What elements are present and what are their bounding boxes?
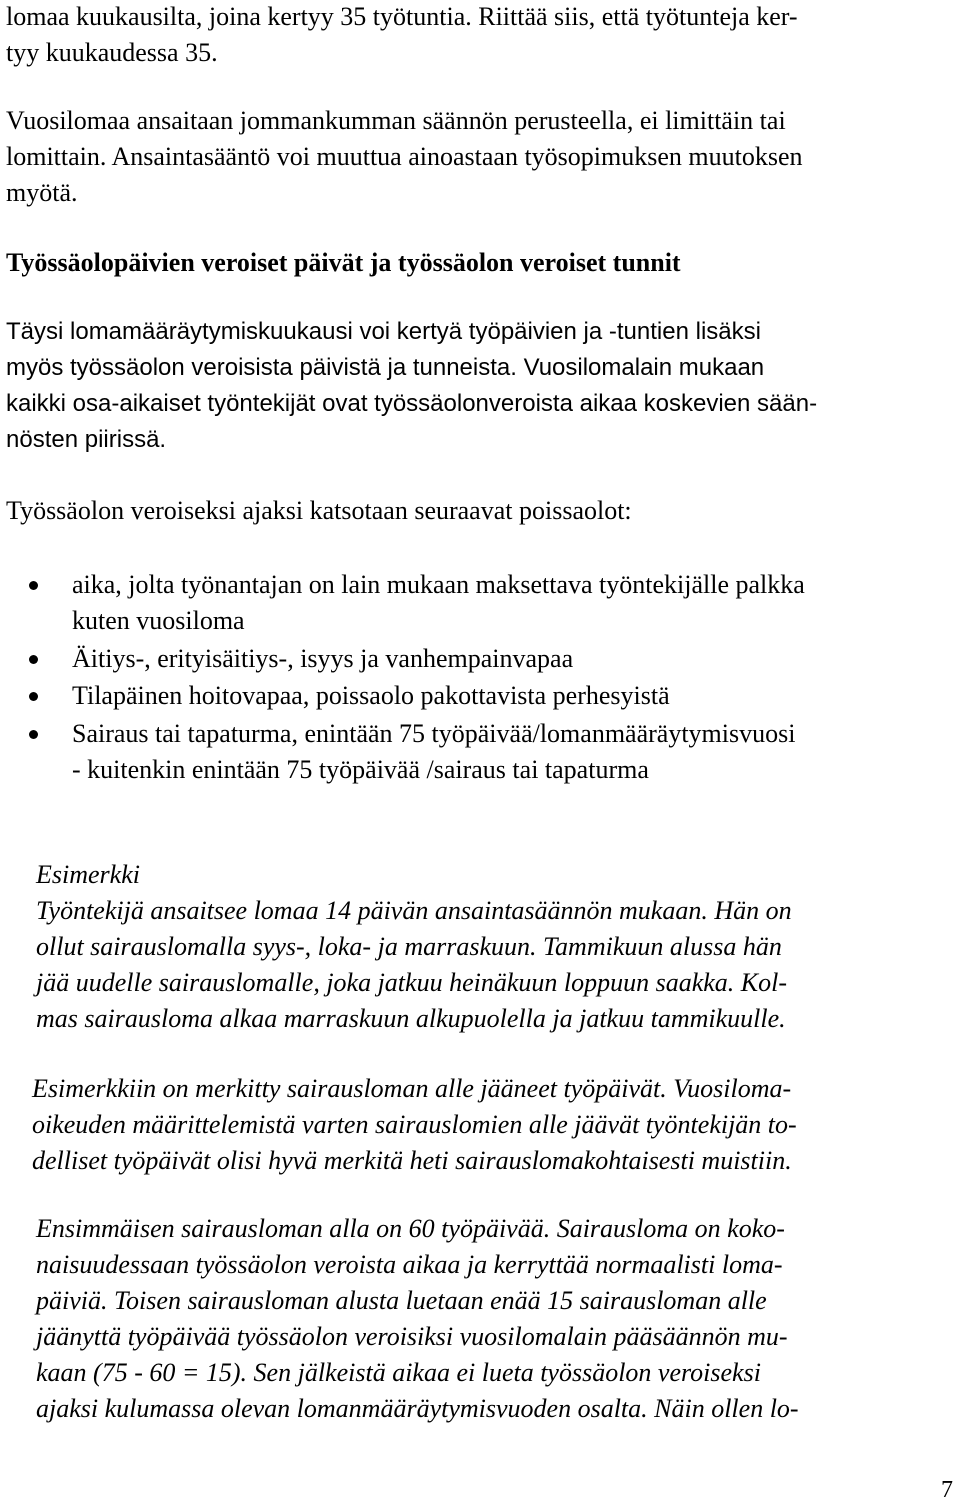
example-line: ajaksi kulumassa olevan lomanmääräytymisvuoden osalta. Näin ollen lo- [36,1394,799,1423]
paragraph-line: kaikki osa-aikaiset työntekijät ovat työssäolonveroista aikaa koskevien sään- [6,390,818,417]
list-intro: Työssäolon veroiseksi ajaksi katsotaan seuraavat poissaolot: [6,496,632,525]
intro-line: tyy kuukaudessa 35. [6,38,218,67]
list-item: kuten vuosiloma [72,606,245,635]
intro-line: lomittain. Ansaintasääntö voi muuttua ainoastaan työsopimuksen muutoksen [6,142,803,171]
intro-line: Vuosilomaa ansaitaan jommankumman säännön perusteella, ei limittäin tai [6,106,786,135]
example-line: Esimerkkiin on merkitty sairausloman alle jääneet työpäivät. Vuosiloma- [32,1074,792,1103]
example-line: delliset työpäivät olisi hyvä merkitä heti sairauslomakohtaisesti muistiin. [32,1146,792,1175]
list-item: - kuitenkin enintään 75 työpäivää /sairaus tai tapaturma [72,755,649,784]
intro-line: lomaa kuukausilta, joina kertyy 35 työtuntia. Riittää siis, että työtunteja ker- [6,2,798,31]
paragraph-line: myös työssäolon veroisista päivistä ja tunneista. Vuosilomalain mukaan [6,354,765,381]
bullet-icon [29,655,38,664]
list-item: Äitiys-, erityisäitiys-, isyys ja vanhempainvapaa [72,644,574,673]
section-heading: Työssäolopäivien veroiset päivät ja työssäolon veroiset tunnit [6,248,681,277]
list-item: aika, jolta työnantajan on lain mukaan maksettava työntekijälle palkka [72,570,805,599]
example-label: Esimerkki [36,860,140,889]
example-line: Ensimmäisen sairausloman alla on 60 työpäivää. Sairausloma on koko- [36,1214,785,1243]
example-line: kaan (75 - 60 = 15). Sen jälkeistä aikaa ei lueta työssäolon veroiseksi [36,1358,761,1387]
example-line: naisuudessaan työssäolon veroista aikaa ja kerryttää normaalisti loma- [36,1250,783,1279]
paragraph-line: nösten piirissä. [6,426,167,453]
example-line: jää uudelle sairauslomalle, joka jatkuu heinäkuun loppuun saakka. Kol- [36,968,788,997]
bullet-icon [29,692,38,701]
example-line: päiviä. Toisen sairausloman alusta luetaan enää 15 sairausloman alle [36,1286,767,1315]
example-line: jäänyttä työpäivää työssäolon veroisiksi vuosilomalain pääsäännön mu- [36,1322,788,1351]
list-item: Tilapäinen hoitovapaa, poissaolo pakottavista perhesyistä [72,681,670,710]
paragraph-line: Täysi lomamääräytymiskuukausi voi kertyä työpäivien ja -tuntien lisäksi [6,318,761,345]
example-line: mas sairausloma alkaa marraskuun alkupuolella ja jatkuu tammikuulle. [36,1004,786,1033]
example-line: oikeuden määrittelemistä varten sairauslomien alle jäävät työntekijän to- [32,1110,797,1139]
example-line: Työntekijä ansaitsee lomaa 14 päivän ansaintasäännön mukaan. Hän on [36,896,792,925]
example-line: ollut sairauslomalla syys-, loka- ja marraskuun. Tammikuun alussa hän [36,932,782,961]
intro-line: myötä. [6,178,78,207]
bullet-icon [29,581,38,590]
page-number: 7 [941,1477,953,1503]
list-item: Sairaus tai tapaturma, enintään 75 työpäivää/lomanmääräytymisvuosi [72,719,796,748]
bullet-icon [29,730,38,739]
